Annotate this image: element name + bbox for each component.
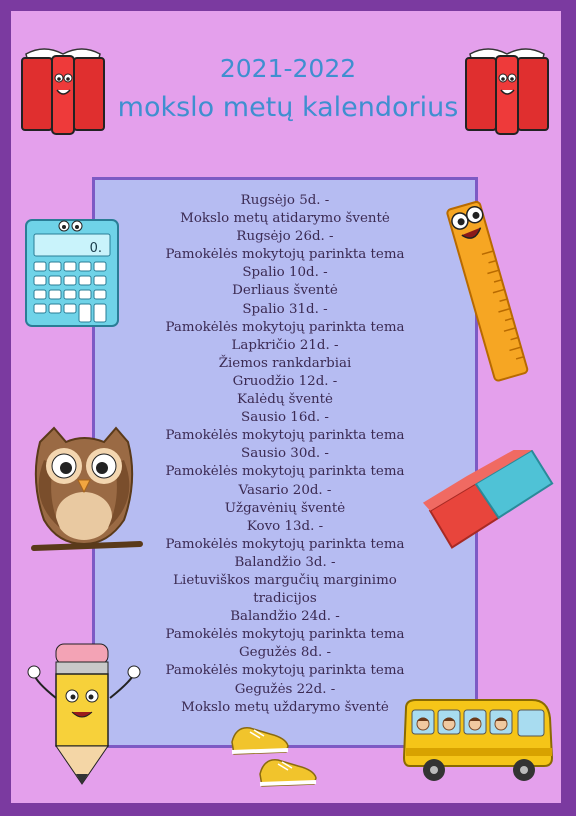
calendar-line: Gegužės 22d. - [234,681,336,697]
title-subtitle: mokslo metų kalendorius [117,92,459,123]
owl-icon [26,420,144,562]
calendar-line: Lietuviškos margučių marginimo [173,572,397,588]
calendar-line: Rugsėjo 5d. - [240,193,330,208]
calendar-line: Pamokėlės mokytojų parinkta tema [165,536,405,552]
eraser-icon [420,450,558,550]
calendar-line: Pamokėlės mokytojų parinkta tema [165,428,405,444]
calendar-line: Mokslo metų atidarymo šventė [180,211,390,227]
calculator-display: 0. [89,241,102,256]
calendar-line: Rugsėjo 26d. - [236,229,334,245]
calendar-line: Kalėdų šventė [237,392,333,408]
calendar-line: Pamokėlės mokytojų parinkta tema [165,319,405,335]
school-bus-icon [400,694,556,788]
calendar-line: Balandžio 3d. - [234,554,336,570]
calendar-line: Spalio 10d. - [242,265,328,281]
calendar-line: Kovo 13d. - [246,518,324,534]
shoes-icon [226,716,330,794]
calendar-line: Pamokėlės mokytojų parinkta tema [165,247,405,263]
calendar-line: Žiemos rankdarbiai [218,355,352,371]
calendar-line: Gruodžio 12d. - [232,373,338,389]
calendar-line: Gegužės 8d. - [238,645,332,661]
calendar-line: tradicijos [253,591,317,607]
calendar-line: Lapkričio 21d. - [231,337,339,353]
book-icon [464,46,550,136]
calendar-line: Spalio 31d. - [242,301,328,317]
calendar-line: Sausio 16d. - [241,410,329,426]
calendar-line: Mokslo metų uždarymo šventė [181,699,389,715]
pencil-icon [26,638,144,788]
title-years: 2021-2022 [219,54,357,83]
calendar-line: Vasario 20d. - [238,482,332,498]
ruler-icon [440,194,536,386]
calendar-line: Balandžio 24d. - [230,609,340,625]
calendar-line: Derliaus šventė [232,283,338,299]
calendar-line: Pamokėlės mokytojų parinkta tema [165,663,405,679]
book-icon [20,46,106,136]
calendar-line: Sausio 30d. - [241,446,329,462]
calendar-line: Pamokėlės mokytojų parinkta tema [165,627,405,643]
calendar-line: Užgavėnių šventė [224,500,346,516]
calendar-line: Pamokėlės mokytojų parinkta tema [165,464,405,480]
calculator-icon [24,216,120,328]
